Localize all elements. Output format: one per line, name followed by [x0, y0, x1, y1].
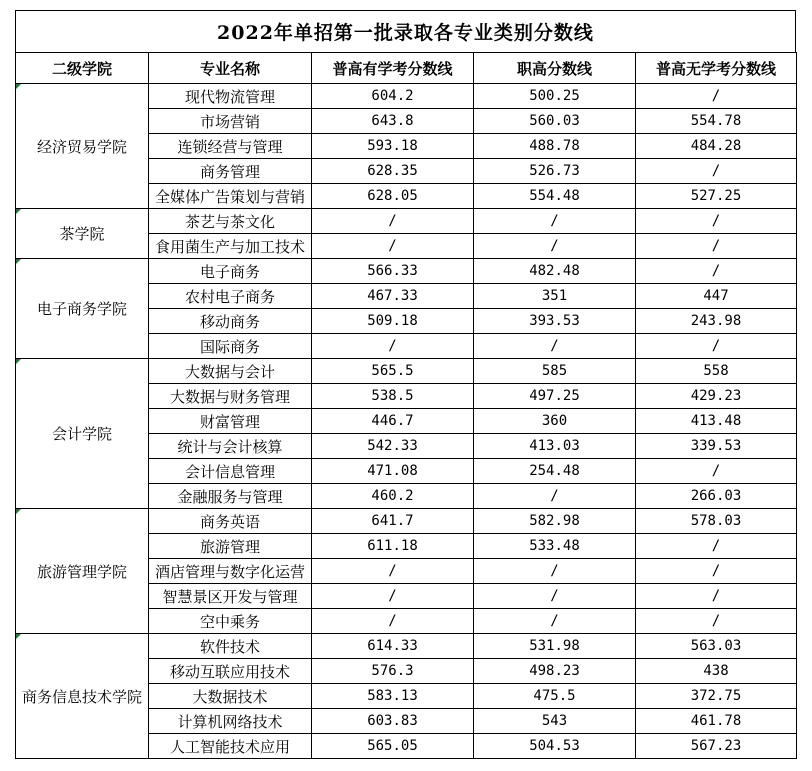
score-vocational: 543	[474, 709, 636, 734]
score-pugao-no-exam: 567.23	[636, 734, 797, 759]
score-pugao-with-exam: 643.8	[312, 109, 474, 134]
table-row	[16, 84, 797, 109]
score-pugao-no-exam: /	[636, 584, 797, 609]
major-cell: 连锁经营与管理	[149, 134, 312, 159]
college-cell: 旅游管理学院	[16, 509, 149, 634]
major-cell: 商务英语	[149, 509, 312, 534]
table-row	[16, 359, 797, 384]
score-pugao-no-exam: /	[636, 559, 797, 584]
table-row	[16, 259, 797, 284]
score-pugao-no-exam: 438	[636, 659, 797, 684]
major-cell: 计算机网络技术	[149, 709, 312, 734]
major-cell: 电子商务	[149, 259, 312, 284]
score-pugao-no-exam: 558	[636, 359, 797, 384]
score-pugao-with-exam: /	[312, 334, 474, 359]
major-cell: 智慧景区开发与管理	[149, 584, 312, 609]
score-pugao-with-exam: /	[312, 234, 474, 259]
score-vocational: /	[474, 234, 636, 259]
score-pugao-with-exam: 593.18	[312, 134, 474, 159]
score-vocational: 585	[474, 359, 636, 384]
score-pugao-no-exam: /	[636, 259, 797, 284]
score-vocational: 531.98	[474, 634, 636, 659]
table-row	[16, 634, 797, 659]
college-cell: 茶学院	[16, 209, 149, 259]
score-pugao-no-exam: /	[636, 159, 797, 184]
college-cell: 电子商务学院	[16, 259, 149, 359]
score-pugao-with-exam: 611.18	[312, 534, 474, 559]
header-row	[16, 53, 797, 84]
score-vocational: 504.53	[474, 734, 636, 759]
score-pugao-no-exam: /	[636, 534, 797, 559]
score-pugao-no-exam: 339.53	[636, 434, 797, 459]
score-pugao-with-exam: 576.3	[312, 659, 474, 684]
score-vocational: 498.23	[474, 659, 636, 684]
score-pugao-no-exam: 461.78	[636, 709, 797, 734]
major-cell: 移动互联应用技术	[149, 659, 312, 684]
score-pugao-no-exam: 266.03	[636, 484, 797, 509]
score-vocational: /	[474, 559, 636, 584]
score-vocational: 482.48	[474, 259, 636, 284]
score-vocational: /	[474, 484, 636, 509]
score-pugao-with-exam: 583.13	[312, 684, 474, 709]
score-pugao-with-exam: /	[312, 559, 474, 584]
score-vocational: /	[474, 584, 636, 609]
score-pugao-with-exam: /	[312, 609, 474, 634]
score-pugao-with-exam: 614.33	[312, 634, 474, 659]
score-pugao-no-exam: /	[636, 234, 797, 259]
score-vocational: /	[474, 609, 636, 634]
major-cell: 金融服务与管理	[149, 484, 312, 509]
score-pugao-with-exam: 542.33	[312, 434, 474, 459]
score-vocational: 488.78	[474, 134, 636, 159]
score-pugao-with-exam: /	[312, 584, 474, 609]
score-pugao-no-exam: /	[636, 209, 797, 234]
major-cell: 酒店管理与数字化运营	[149, 559, 312, 584]
major-cell: 大数据与会计	[149, 359, 312, 384]
score-pugao-with-exam: 566.33	[312, 259, 474, 284]
score-vocational: 526.73	[474, 159, 636, 184]
major-cell: 移动商务	[149, 309, 312, 334]
score-pugao-no-exam: 429.23	[636, 384, 797, 409]
major-cell: 统计与会计核算	[149, 434, 312, 459]
score-pugao-with-exam: 460.2	[312, 484, 474, 509]
score-pugao-no-exam: /	[636, 609, 797, 634]
score-sheet	[15, 10, 796, 759]
score-vocational: 360	[474, 409, 636, 434]
header-pugao-with-exam: 普高有学考分数线	[312, 53, 474, 84]
score-pugao-no-exam: 563.03	[636, 634, 797, 659]
score-pugao-with-exam: 565.05	[312, 734, 474, 759]
major-cell: 软件技术	[149, 634, 312, 659]
table-row	[16, 509, 797, 534]
score-vocational: 351	[474, 284, 636, 309]
score-pugao-with-exam: 446.7	[312, 409, 474, 434]
major-cell: 空中乘务	[149, 609, 312, 634]
header-major: 专业名称	[149, 53, 312, 84]
college-cell: 商务信息技术学院	[16, 634, 149, 759]
sheet-title: 2022年单招第一批录取各专业类别分数线	[15, 10, 796, 52]
score-pugao-with-exam: 467.33	[312, 284, 474, 309]
score-pugao-no-exam: 243.98	[636, 309, 797, 334]
score-vocational: 500.25	[474, 84, 636, 109]
score-pugao-no-exam: 484.28	[636, 134, 797, 159]
score-vocational: /	[474, 209, 636, 234]
score-vocational: 254.48	[474, 459, 636, 484]
major-cell: 财富管理	[149, 409, 312, 434]
major-cell: 大数据与财务管理	[149, 384, 312, 409]
score-pugao-no-exam: 413.48	[636, 409, 797, 434]
major-cell: 现代物流管理	[149, 84, 312, 109]
major-cell: 国际商务	[149, 334, 312, 359]
score-pugao-with-exam: 641.7	[312, 509, 474, 534]
score-vocational: 560.03	[474, 109, 636, 134]
score-vocational: 497.25	[474, 384, 636, 409]
table-row	[16, 209, 797, 234]
score-vocational: 475.5	[474, 684, 636, 709]
score-vocational: 533.48	[474, 534, 636, 559]
score-pugao-no-exam: /	[636, 84, 797, 109]
score-pugao-with-exam: 628.05	[312, 184, 474, 209]
college-cell: 经济贸易学院	[16, 84, 149, 209]
score-pugao-no-exam: /	[636, 334, 797, 359]
score-pugao-no-exam: 372.75	[636, 684, 797, 709]
score-vocational: 393.53	[474, 309, 636, 334]
header-vocational: 职高分数线	[474, 53, 636, 84]
header-college: 二级学院	[16, 53, 149, 84]
score-pugao-with-exam: 628.35	[312, 159, 474, 184]
major-cell: 农村电子商务	[149, 284, 312, 309]
score-vocational: /	[474, 334, 636, 359]
major-cell: 商务管理	[149, 159, 312, 184]
score-pugao-no-exam: 554.78	[636, 109, 797, 134]
major-cell: 旅游管理	[149, 534, 312, 559]
score-pugao-no-exam: 447	[636, 284, 797, 309]
major-cell: 茶艺与茶文化	[149, 209, 312, 234]
major-cell: 会计信息管理	[149, 459, 312, 484]
score-pugao-with-exam: 565.5	[312, 359, 474, 384]
major-cell: 大数据技术	[149, 684, 312, 709]
score-pugao-no-exam: 527.25	[636, 184, 797, 209]
score-vocational: 582.98	[474, 509, 636, 534]
score-pugao-no-exam: 578.03	[636, 509, 797, 534]
score-pugao-with-exam: 471.08	[312, 459, 474, 484]
score-pugao-with-exam: 603.83	[312, 709, 474, 734]
score-pugao-with-exam: /	[312, 209, 474, 234]
major-cell: 全媒体广告策划与营销	[149, 184, 312, 209]
major-cell: 市场营销	[149, 109, 312, 134]
college-cell: 会计学院	[16, 359, 149, 509]
score-pugao-with-exam: 538.5	[312, 384, 474, 409]
score-table	[15, 52, 797, 759]
major-cell: 人工智能技术应用	[149, 734, 312, 759]
score-vocational: 413.03	[474, 434, 636, 459]
score-pugao-with-exam: 604.2	[312, 84, 474, 109]
score-pugao-with-exam: 509.18	[312, 309, 474, 334]
header-pugao-no-exam: 普高无学考分数线	[636, 53, 797, 84]
score-vocational: 554.48	[474, 184, 636, 209]
major-cell: 食用菌生产与加工技术	[149, 234, 312, 259]
score-pugao-no-exam: /	[636, 459, 797, 484]
